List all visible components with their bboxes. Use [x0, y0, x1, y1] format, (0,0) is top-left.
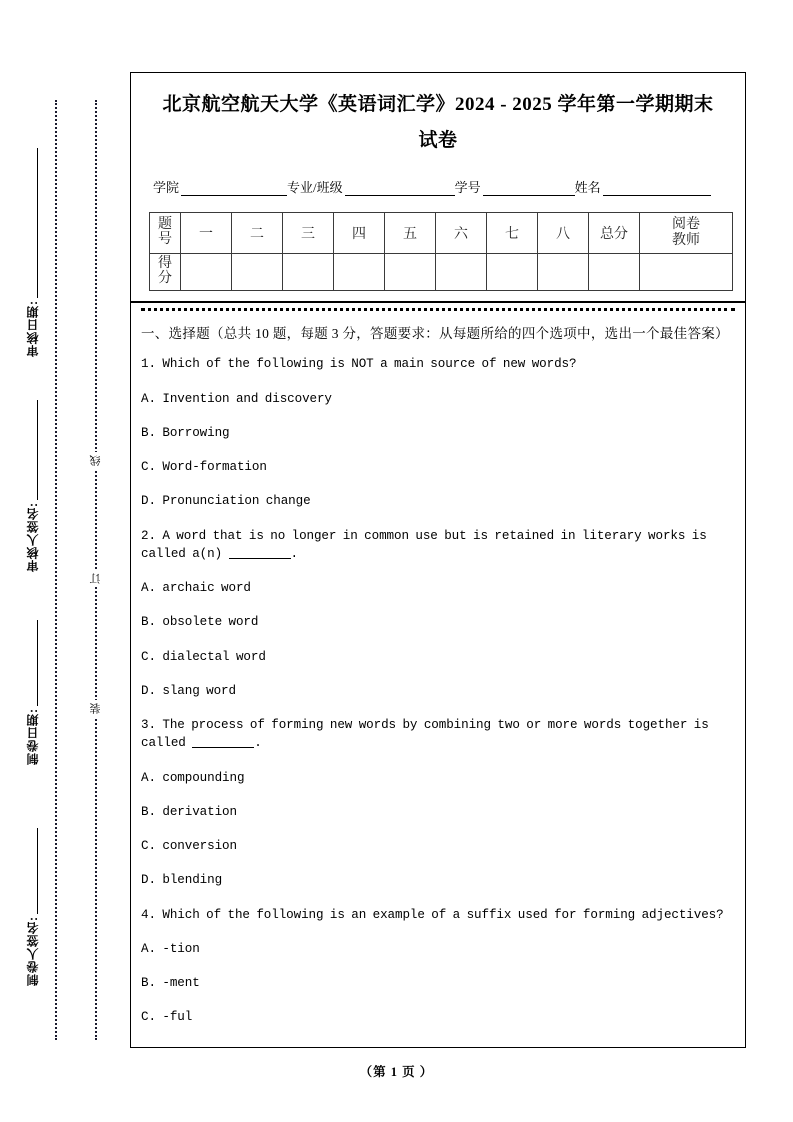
page-title-line1: 北京航空航天大学《英语词汇学》2024 - 2025 学年第一学期期末: [162, 94, 714, 115]
question-4-stem: 4. Which of the following is an example of a suffix used for forming adjectives?: [141, 907, 724, 922]
score-cell-grader[interactable]: [640, 254, 733, 291]
question-1-option-a[interactable]: A. Invention and discovery: [141, 391, 332, 406]
question-3-stem-post: .: [254, 736, 262, 751]
table-row-scores: [150, 254, 733, 291]
score-cell-1[interactable]: [181, 254, 232, 291]
score-cell-8[interactable]: [538, 254, 589, 291]
question-3-option-a[interactable]: A. compounding: [141, 770, 245, 785]
question-3-answer-blank[interactable]: [192, 736, 254, 748]
score-table: [149, 212, 733, 291]
margin-label-prepare-date: 制卷日期:: [26, 708, 40, 765]
section-intro-multiple-choice: 一、选择题（总共 10 题，每题 3 分，答题要求：从每题所给的四个选项中，选出一个最佳答案）: [141, 326, 729, 341]
table-header-col-6: 六: [436, 213, 487, 254]
table-header-col-4: 四: [334, 213, 385, 254]
student-info-line: [153, 177, 723, 196]
review-date-rule: [37, 148, 38, 298]
question-4-option-b[interactable]: B. -ment: [141, 976, 200, 991]
score-cell-4[interactable]: [334, 254, 385, 291]
preparer-signature-rule: [37, 828, 38, 914]
question-2-stem-post: .: [290, 546, 298, 561]
input-student-id[interactable]: [483, 182, 575, 196]
question-3-option-b[interactable]: B. derivation: [141, 804, 237, 819]
seam-marker-line: 线: [88, 452, 104, 469]
score-cell-5[interactable]: [385, 254, 436, 291]
margin-label-preparer-signature: 制卷人签名:: [26, 916, 40, 986]
header-divider-dotted: [141, 308, 735, 311]
question-2-option-a[interactable]: A. archaic word: [141, 581, 251, 596]
row-header-question-number: 题 号: [150, 213, 181, 254]
question-body: [139, 323, 737, 1027]
score-table-wrapper: [149, 212, 727, 291]
table-header-col-1: 一: [181, 213, 232, 254]
question-1-option-d[interactable]: D. Pronunciation change: [141, 494, 311, 509]
seam-marker-bind: 订: [88, 570, 104, 587]
table-header-col-2: 二: [232, 213, 283, 254]
question-1-option-b[interactable]: B. Borrowing: [141, 425, 230, 440]
table-header-col-8: 八: [538, 213, 589, 254]
label-college: 学院: [153, 180, 180, 195]
page-footer: （第 1 页 ）: [359, 1065, 434, 1079]
score-cell-3[interactable]: [283, 254, 334, 291]
label-name: 姓名: [574, 180, 601, 195]
table-header-col-5: 五: [385, 213, 436, 254]
reviewer-signature-rule: [37, 400, 38, 500]
label-student-id: 学号: [454, 180, 481, 195]
table-header-total: 总分: [589, 213, 640, 254]
seam-marker-pack: 装: [88, 700, 104, 717]
table-header-col-3: 三: [283, 213, 334, 254]
input-college[interactable]: [181, 182, 287, 196]
left-margin-strip: [0, 0, 120, 1122]
row-header-score: 得 分: [150, 254, 181, 291]
page-title-line2: 试卷: [418, 130, 458, 151]
question-2-option-b[interactable]: B. obsolete word: [141, 615, 259, 630]
input-major-class[interactable]: [345, 182, 455, 196]
margin-label-review-date: 审核日期:: [26, 300, 40, 357]
question-2-stem-pre: 2. A word that is no longer in common use but is retained in literary works is called a(n): [141, 528, 707, 561]
input-name[interactable]: [603, 182, 711, 196]
question-2-stem: [141, 527, 735, 564]
margin-dotted-line-outer: [55, 100, 57, 1040]
question-3-stem-pre: 3. The process of forming new words by combining two or more words together is called: [141, 718, 709, 751]
question-4-option-c[interactable]: C. -ful: [141, 1010, 193, 1025]
table-header-col-7: 七: [487, 213, 538, 254]
question-2-option-c[interactable]: C. dialectal word: [141, 649, 266, 664]
question-3-stem: [141, 716, 735, 753]
question-1-stem: 1. Which of the following is NOT a main source of new words?: [141, 357, 577, 372]
page-title: [147, 87, 729, 159]
question-2-option-d[interactable]: D. slang word: [141, 683, 236, 698]
header-divider-thick: [131, 301, 745, 303]
prepare-date-rule: [37, 620, 38, 706]
score-cell-6[interactable]: [436, 254, 487, 291]
question-3-option-d[interactable]: D. blending: [141, 873, 223, 888]
score-cell-2[interactable]: [232, 254, 283, 291]
score-cell-7[interactable]: [487, 254, 538, 291]
question-1-option-c[interactable]: C. Word-formation: [141, 460, 267, 475]
question-2-answer-blank[interactable]: [229, 547, 291, 559]
table-row-question-numbers: [150, 213, 733, 254]
exam-paper-frame: [130, 72, 746, 1048]
question-4-option-a[interactable]: A. -tion: [141, 941, 200, 956]
margin-label-reviewer-signature: 审核人签名:: [26, 502, 40, 572]
score-cell-total[interactable]: [589, 254, 640, 291]
question-3-option-c[interactable]: C. conversion: [141, 839, 237, 854]
label-major-class: 专业/班级: [287, 180, 343, 195]
table-header-grader: 阅卷 教师: [640, 213, 733, 254]
